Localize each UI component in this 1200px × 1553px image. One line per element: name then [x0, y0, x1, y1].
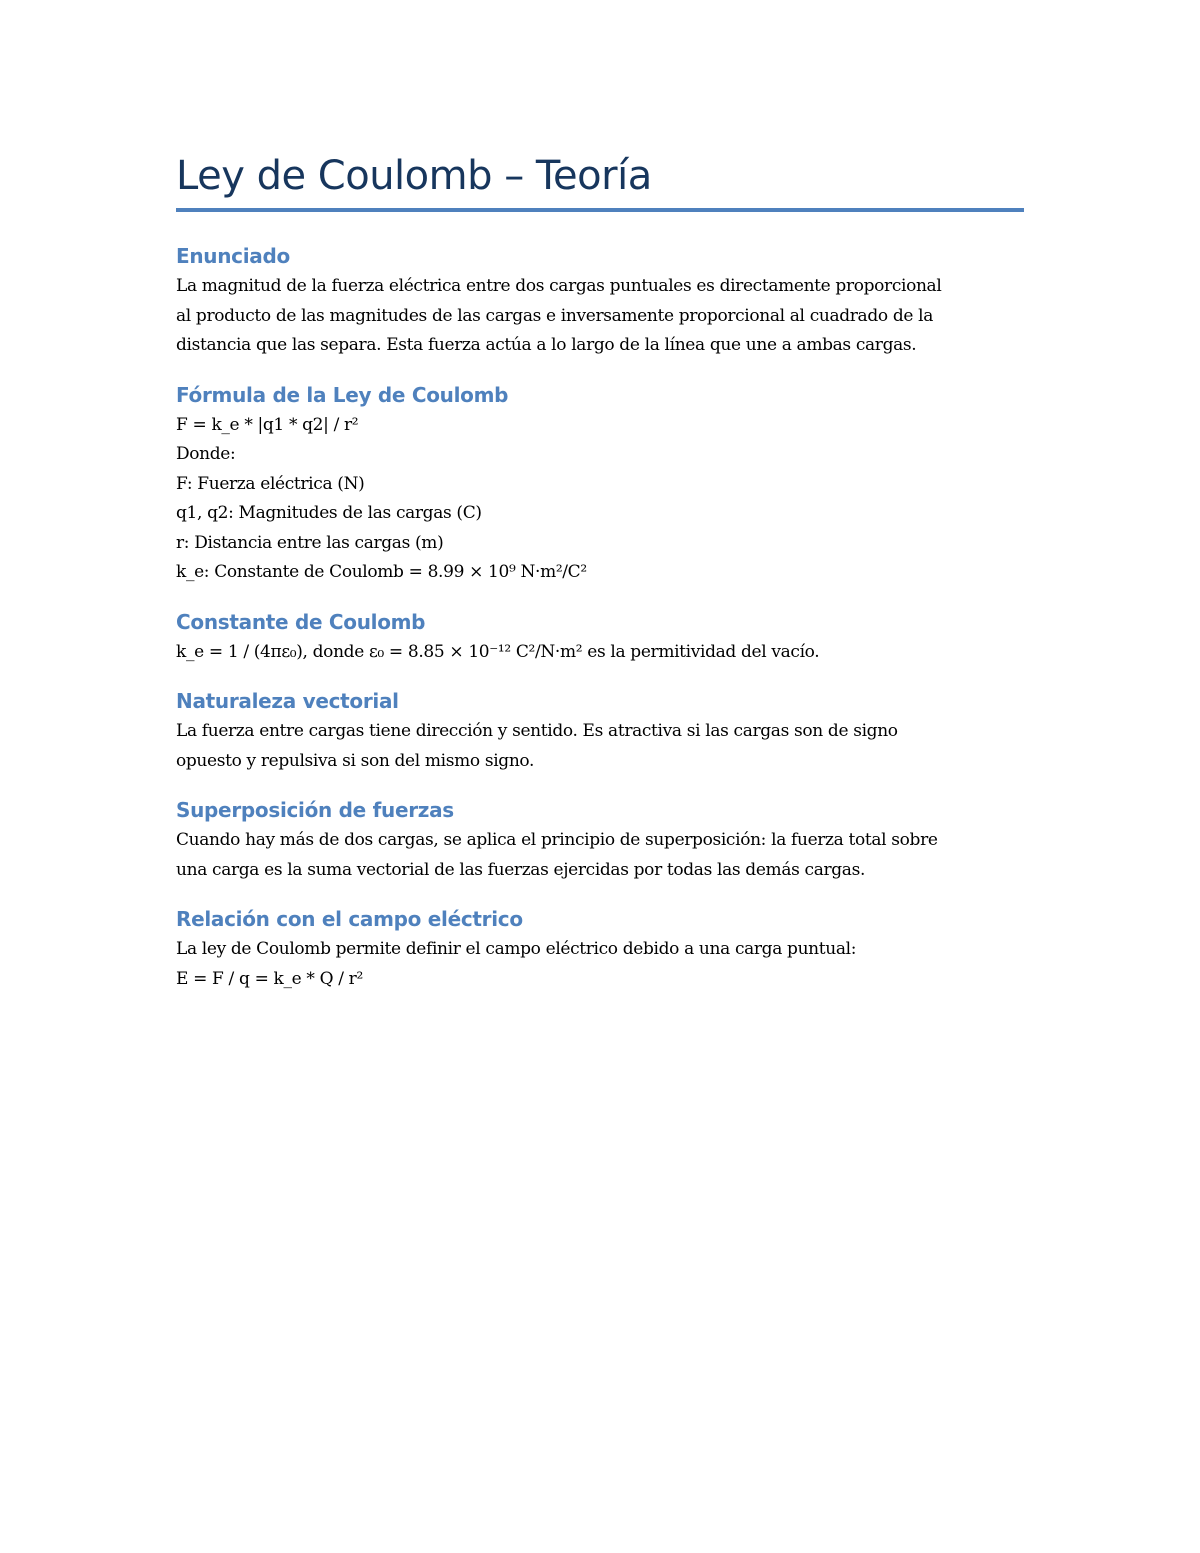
section-body — [176, 638, 1024, 668]
text-line: Donde: — [176, 444, 236, 464]
definition-line: k_e: Constante de Coulomb = 8.99 × 10⁹ N·m²/C² — [176, 562, 587, 582]
section-heading: Enunciado — [176, 244, 290, 268]
text-line: La magnitud de la fuerza eléctrica entre dos cargas puntuales es directamente proporcional — [176, 276, 942, 296]
text-line: k_e = 1 / (4πε₀), donde ε₀ = 8.85 × 10⁻¹² C²/N·m² es la permitividad del vacío. — [176, 641, 820, 662]
section-superposicion — [176, 796, 1024, 885]
definition-line: r: Distancia entre las cargas (m) — [176, 532, 444, 553]
section-heading: Superposición de fuerzas — [176, 798, 454, 822]
section-heading: Constante de Coulomb — [176, 609, 426, 634]
section-body — [176, 272, 1024, 361]
text-line: distancia que las separa. Esta fuerza actúa a lo largo de la línea que une a ambas cargas. — [176, 335, 917, 355]
section-heading: Relación con el campo eléctrico — [176, 907, 523, 931]
section-body — [176, 826, 1024, 885]
text-line: al producto de las magnitudes de las cargas e inversamente proporcional al cuadrado de la — [176, 305, 933, 326]
document-content — [176, 148, 1024, 994]
section-naturaleza — [176, 687, 1024, 776]
section-constante — [176, 608, 1024, 668]
text-line: Cuando hay más de dos cargas, se aplica el principio de superposición: la fuerza total sobre — [176, 830, 938, 850]
section-enunciado — [176, 242, 1024, 361]
text-line: La ley de Coulomb permite definir el campo eléctrico debido a una carga puntual: — [176, 939, 857, 959]
definition-line: q1, q2: Magnitudes de las cargas (C) — [176, 503, 482, 523]
formula-line: F = k_e * |q1 * q2| / r² — [176, 414, 359, 435]
section-relacion — [176, 905, 1024, 994]
section-body — [176, 411, 1024, 588]
text-line: opuesto y repulsiva si son del mismo signo. — [176, 750, 535, 771]
formula-line: E = F / q = k_e * Q / r² — [176, 968, 363, 989]
title-underline — [176, 208, 1024, 212]
section-heading: Naturaleza vectorial — [176, 689, 399, 713]
definition-line: F: Fuerza eléctrica (N) — [176, 473, 365, 494]
text-line: La fuerza entre cargas tiene dirección y sentido. Es atractiva si las cargas son de signo — [176, 721, 898, 741]
section-formula — [176, 381, 1024, 588]
page-title: Ley de Coulomb – Teoría — [176, 153, 652, 199]
section-heading: Fórmula de la Ley de Coulomb — [176, 382, 509, 407]
text-line: una carga es la suma vectorial de las fuerzas ejercidas por todas las demás cargas. — [176, 859, 866, 880]
section-body — [176, 717, 1024, 776]
section-body — [176, 935, 1024, 994]
